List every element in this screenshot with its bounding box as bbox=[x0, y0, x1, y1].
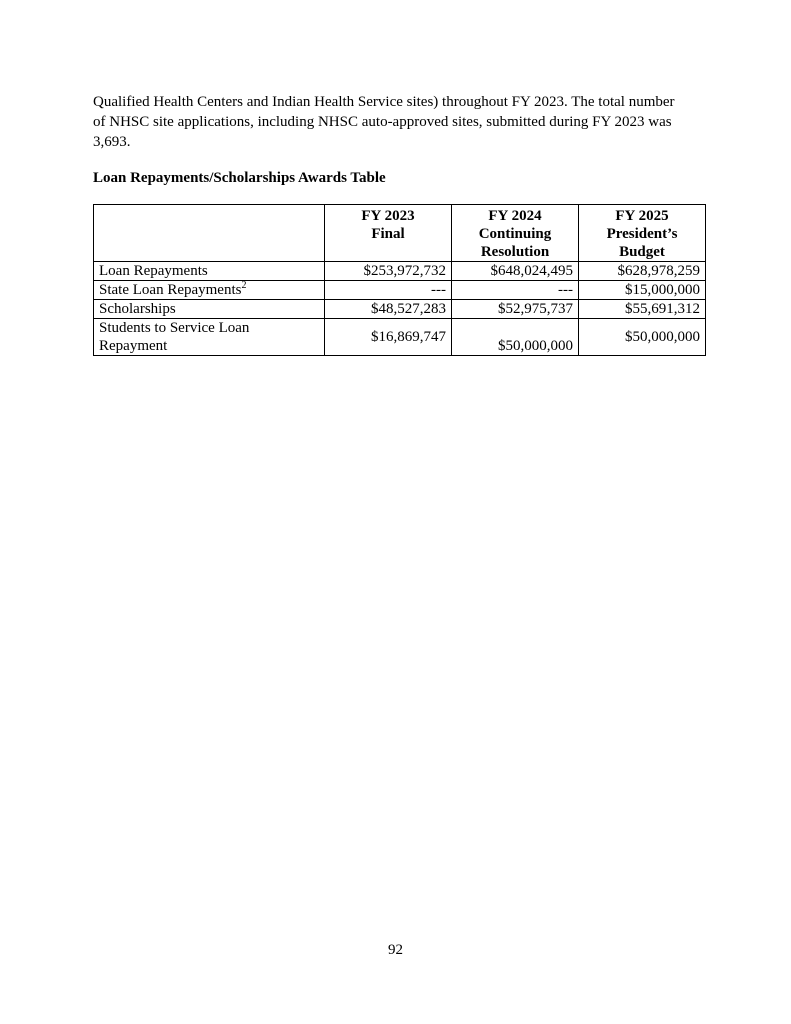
intro-line-1: Qualified Health Centers and Indian Health Service sites) throughout FY 2023. The total number bbox=[93, 94, 675, 110]
header-fy2024-line-1: FY 2024 bbox=[488, 208, 542, 224]
table-title: Loan Repayments/Scholarships Awards Table bbox=[93, 170, 386, 186]
cell-fy2025: $15,000,000 bbox=[579, 281, 706, 300]
row-label-line-2: Repayment bbox=[99, 338, 168, 354]
cell-fy2025: $50,000,000 bbox=[579, 319, 706, 356]
cell-fy2023: --- bbox=[325, 281, 452, 300]
cell-fy2024: $50,000,000 bbox=[452, 319, 579, 356]
row-label-line-1: Students to Service Loan bbox=[99, 320, 250, 336]
cell-fy2024: --- bbox=[452, 281, 579, 300]
cell-fy2023: $16,869,747 bbox=[325, 319, 452, 356]
page-number: 92 bbox=[388, 942, 403, 958]
awards-table bbox=[93, 204, 706, 356]
cell-fy2024: $648,024,495 bbox=[452, 262, 579, 281]
table-row-students-to-service bbox=[94, 319, 706, 356]
intro-paragraph bbox=[93, 92, 705, 152]
row-label: State Loan Repayments bbox=[99, 282, 242, 298]
header-blank bbox=[94, 205, 325, 262]
header-fy2023-line-1: FY 2023 bbox=[361, 208, 415, 224]
row-label: Scholarships bbox=[94, 300, 325, 319]
row-label-cell bbox=[94, 281, 325, 300]
header-fy2024 bbox=[452, 205, 579, 262]
cell-fy2025: $55,691,312 bbox=[579, 300, 706, 319]
table-row-scholarships bbox=[94, 300, 706, 319]
header-fy2023-line-2: Final bbox=[371, 226, 405, 242]
header-fy2024-line-3: Resolution bbox=[480, 244, 550, 260]
footnote-marker: 2 bbox=[241, 280, 247, 291]
header-fy2024-line-2: Continuing bbox=[478, 226, 552, 242]
intro-line-2: of NHSC site applications, including NHSC auto-approved sites, submitted during FY 2023 was bbox=[93, 114, 672, 130]
header-fy2025 bbox=[579, 205, 706, 262]
cell-fy2024: $52,975,737 bbox=[452, 300, 579, 319]
row-label: Loan Repayments bbox=[94, 262, 325, 281]
row-label-cell bbox=[94, 319, 325, 356]
header-fy2023 bbox=[325, 205, 452, 262]
cell-fy2025: $628,978,259 bbox=[579, 262, 706, 281]
table-row-state-loan-repayments bbox=[94, 281, 706, 300]
header-fy2025-line-3: Budget bbox=[619, 244, 665, 260]
intro-line-3: 3,693. bbox=[93, 134, 131, 150]
cell-fy2023: $48,527,283 bbox=[325, 300, 452, 319]
header-fy2025-line-1: FY 2025 bbox=[615, 208, 669, 224]
table-header-row bbox=[94, 205, 706, 262]
header-fy2025-line-2: President’s bbox=[606, 226, 678, 242]
cell-fy2023: $253,972,732 bbox=[325, 262, 452, 281]
table-row-loan-repayments bbox=[94, 262, 706, 281]
